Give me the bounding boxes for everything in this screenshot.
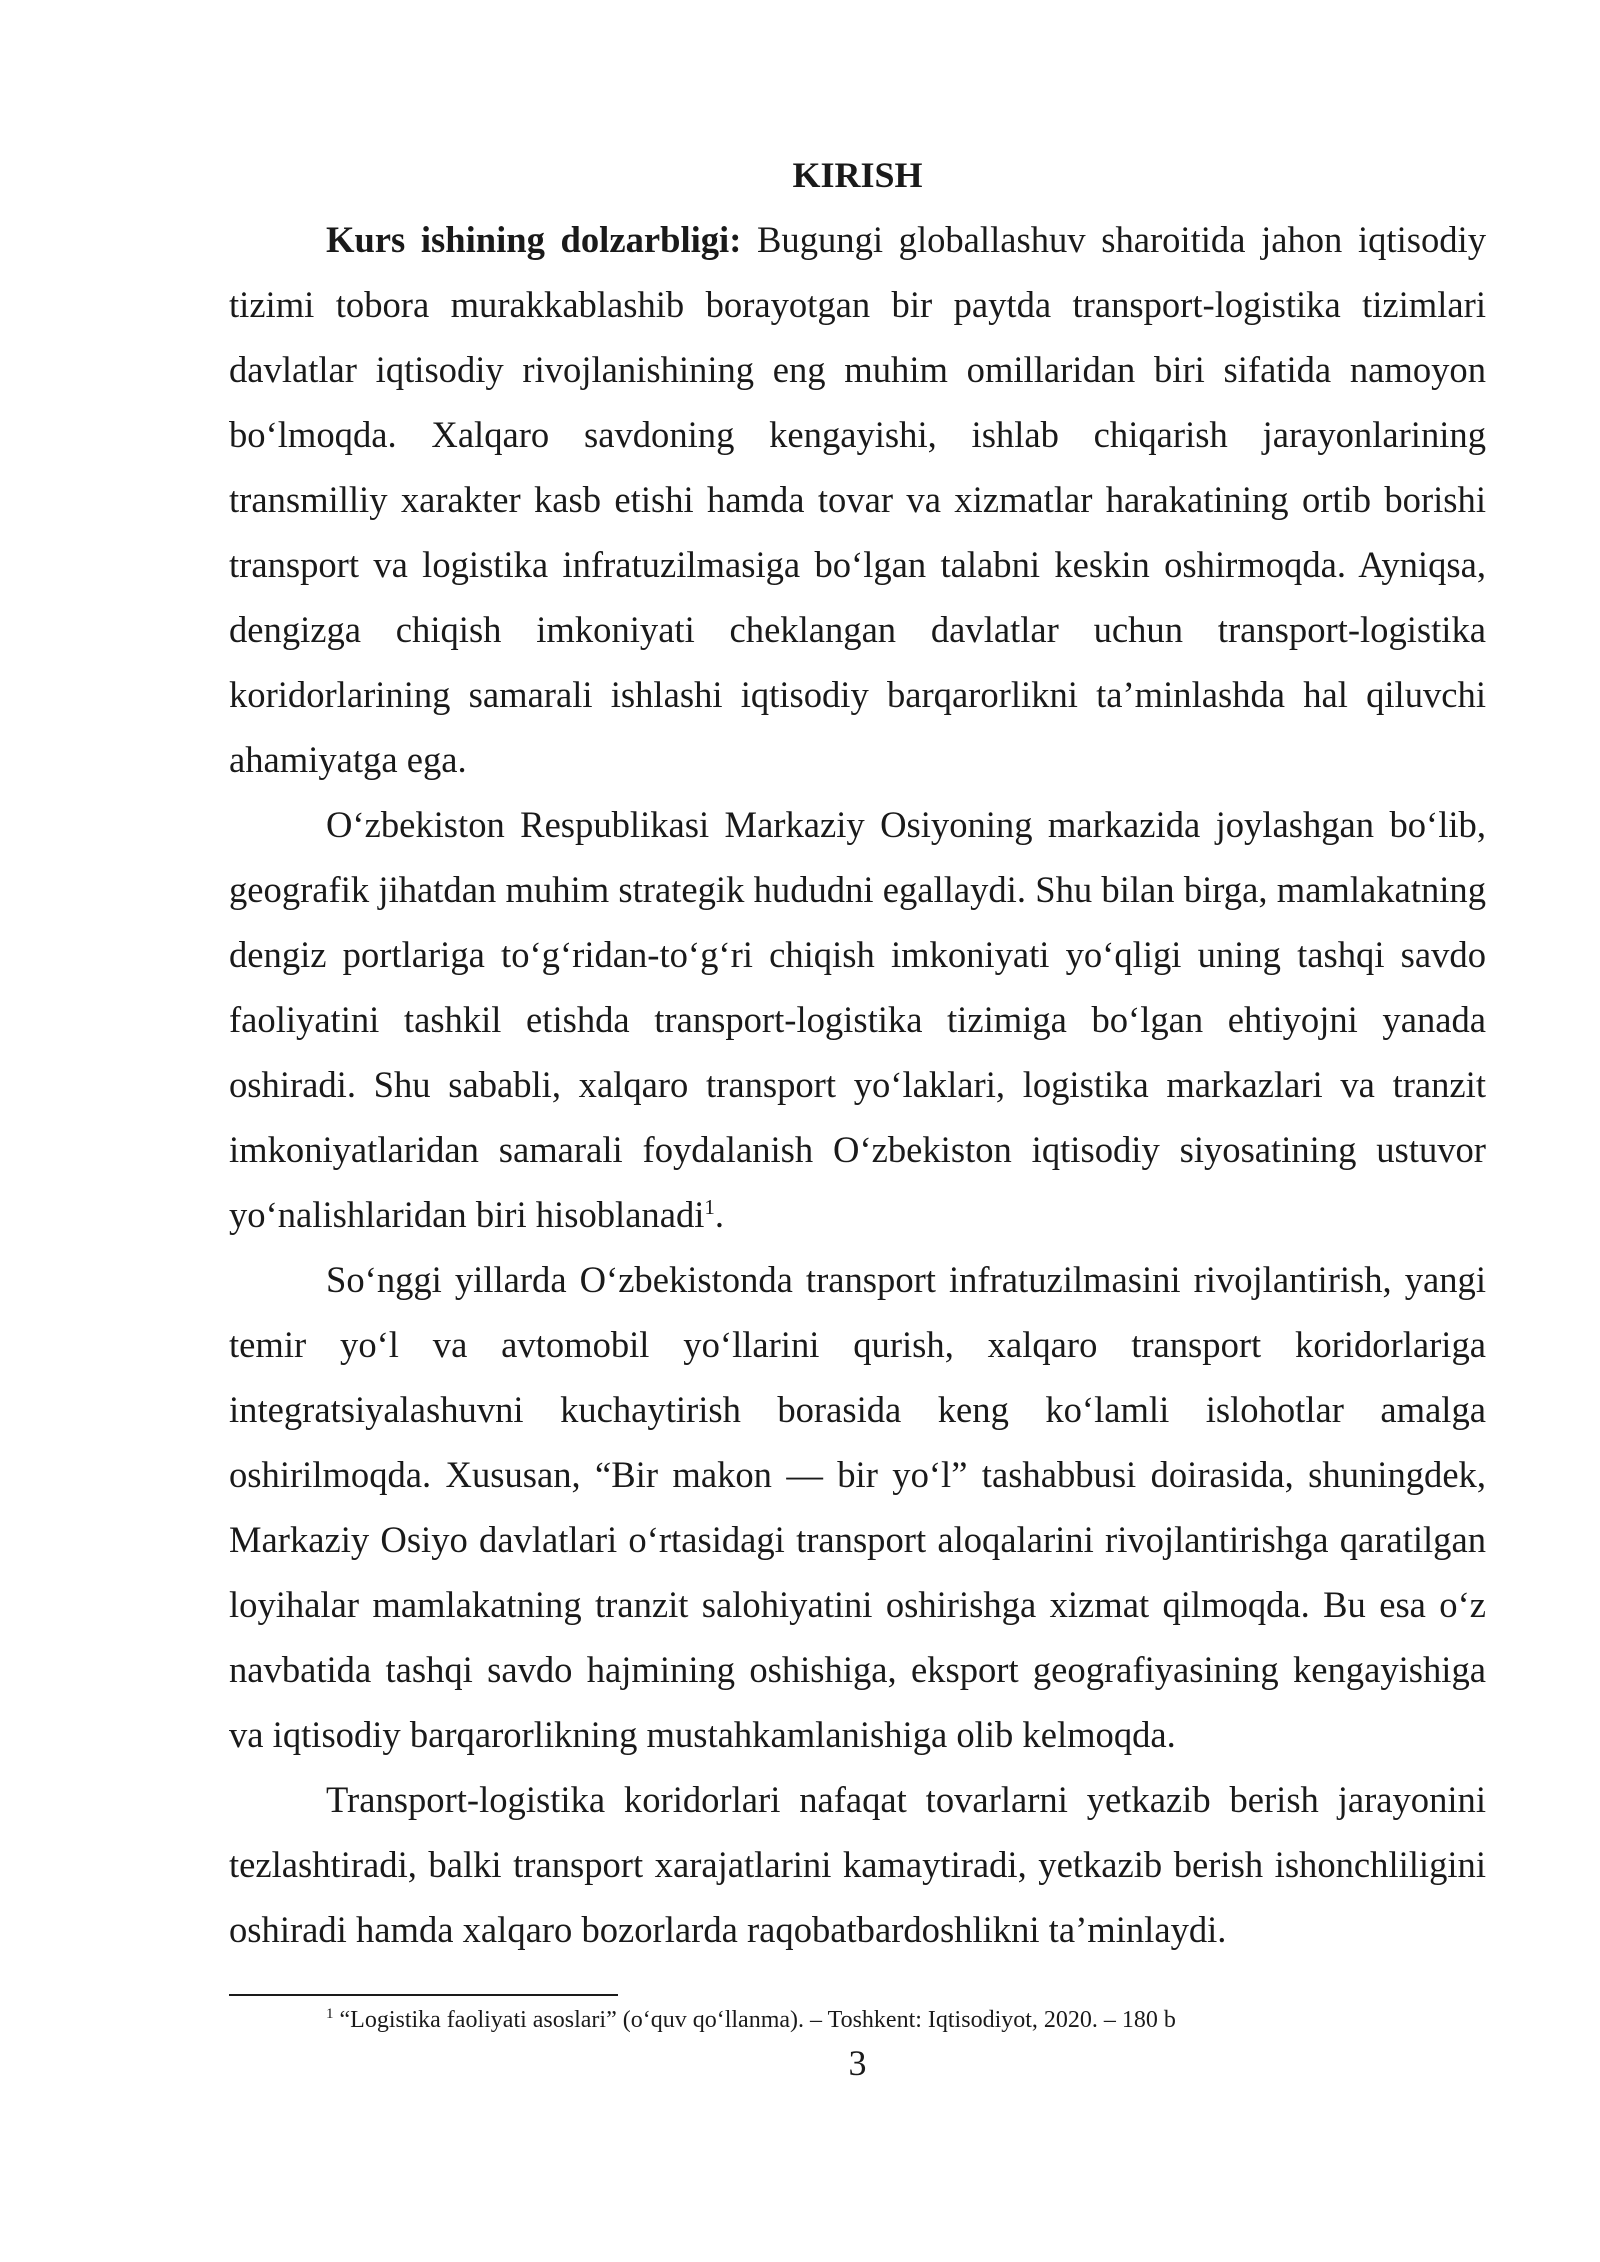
paragraph-2-text: Oʻzbekiston Respublikasi Markaziy Osiyoning markazida joylashgan boʻlib, geografik jihatdan muhim strategik hududni egallaydi. Shu bilan birga, mamlakatning dengiz portlariga toʻgʻridan-toʻgʻri chiqish imkoniyati yoʻqligi uning tashqi savdo faoliyatini tashkil etishda transport-logistika tizimiga boʻlgan ehtiyojni yanada oshiradi. Shu sababli, xalqaro transport yoʻlaklari, logistika markazlari va tranzit imkoniyatlaridan samarali foydalanish Oʻzbekiston iqtisodiy siyosatining ustuvor yoʻnalishlaridan biri hisoblanadi (229, 804, 1486, 1235)
paragraph-4 (229, 1767, 1486, 1962)
footnote-text: “Logistika faoliyati asoslari” (oʻquv qoʻllanma). – Toshkent: Iqtisodiyot, 2020. – 180 b (333, 2007, 1176, 2033)
footnote-reference[interactable]: 1 (704, 1194, 715, 1219)
paragraph-2-tail: . (714, 1194, 725, 1235)
paragraph-2 (229, 792, 1486, 1247)
paragraph-3 (229, 1247, 1486, 1767)
section-heading: KIRISH (792, 155, 923, 195)
footnote-marker: 1 (326, 2006, 334, 2022)
body-text (229, 207, 1486, 1962)
paragraph-1-text: Bugungi globallashuv sharoitida jahon iqtisodiy tizimi tobora murakkablashib borayotgan bir paytda transport-logistika tizimlari davlatlar iqtisodiy rivojlanishining eng muhim omillaridan biri sifatida namoyon boʻlmoqda. Xalqaro savdoning kengayishi, ishlab chiqarish jarayonlarining transmilliy xarakter kasb etishi hamda tovar va xizmatlar harakatining ortib borishi transport va logistika infratuzilmasiga boʻlgan talabni keskin oshirmoqda. Ayniqsa, dengizga chiqish imkoniyati cheklangan davlatlar uchun transport-logistika koridorlarining samarali ishlashi iqtisodiy barqarorlikni taʼminlashda hal qiluvchi ahamiyatga ega. (229, 219, 1486, 780)
footnote (326, 2003, 1486, 2037)
paragraph-3-text: Soʻnggi yillarda Oʻzbekistonda transport infratuzilmasini rivojlantirish, yangi temir yoʻl va avtomobil yoʻllarini qurish, xalqaro transport koridorlariga integratsiyalashuvni kuchaytirish borasida keng koʻlamli islohotlar amalga oshirilmoqda. Xususan, “Bir makon — bir yoʻl” tashabbusi doirasida, shuningdek, Markaziy Osiyo davlatlari oʻrtasidagi transport aloqalarini rivojlantirishga qaratilgan loyihalar mamlakatning tranzit salohiyatini oshirishga xizmat qilmoqda. Bu esa oʻz navbatida tashqi savdo hajmining oshishiga, eksport geografiyasining kengayishiga va iqtisodiy barqarorlikning mustahkamlanishiga olib kelmoqda. (229, 1259, 1486, 1755)
page-number: 3 (848, 2043, 867, 2083)
paragraph-lead-label: Kurs ishining dolzarbligi: (326, 219, 742, 260)
paragraph-1 (229, 207, 1486, 792)
footnote-separator (229, 1994, 618, 1996)
paragraph-4-text: Transport-logistika koridorlari nafaqat tovarlarni yetkazib berish jarayonini tezlashtiradi, balki transport xarajatlarini kamaytiradi, yetkazib berish ishonchliligini oshiradi hamda xalqaro bozorlarda raqobatbardoshlikni taʼminlaydi. (229, 1779, 1486, 1950)
